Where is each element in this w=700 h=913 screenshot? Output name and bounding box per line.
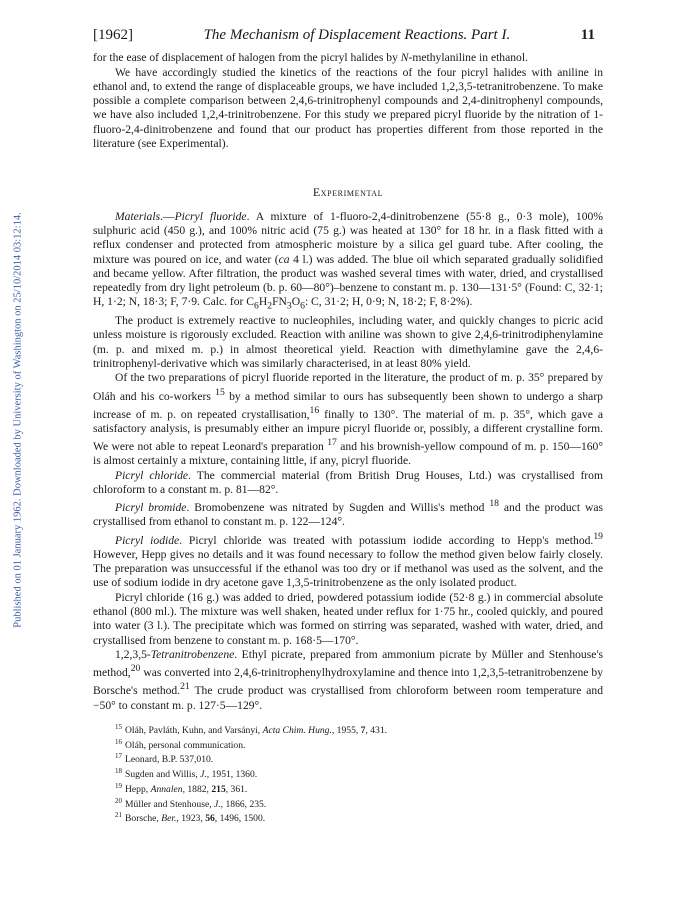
paragraph-iodide-procedure: Picryl chloride (16 g.) was added to dried, powdered potassium iodide (52·8 g.) in commercial absolute ethanol (800 ml.). The mixture was well shaken, heated under reflux for 1·75 hr., cooled quickly, and poured into water (3 l.). The precipitate which was formed on stirring was separated, washed with water, dried, and crystallised from benzene to constant m. p. 168·5—170°. [93,590,603,647]
page-number: 11 [580,27,595,43]
footnote: $^{20}$ Müller and Stenhouse, J., 1866, 235. [115,796,267,810]
paragraph-reactivity: The product is extremely reactive to nucleophiles, including water, and quickly changes to picric acid unless moisture is rigorously excluded. Reaction with aniline was shown to give 2,4,6-trinitrodiphenylamine (m. p. and mixed m. p.) in almost theoretical yield. Reaction with dimethylamine gave the 2,4,6-trinitrophenyl-derivative which was similarly characterised, in at least 80% yield. [93,314,603,370]
footnote: $^{17}$ Leonard, B.P. 537,010. [115,752,214,766]
footnote: $^{18}$ Sugden and Willis, J., 1951, 1360. [115,767,258,781]
paper-page [93,28,603,825]
header-title: The Mechanism of Displacement Reactions. Part I. [203,27,511,43]
running-header [93,28,603,42]
paragraph-picryl-bromide: Picryl bromide. Bromobenzene was nitrated by Sugden and Willis's method $^{18}$ and the product was crystallised from ethanol to constant m. p. 122—124°. [93,498,603,529]
paragraph-continuation: for the ease of displacement of halogen from the picryl halides by N-methylaniline in ethanol. [93,51,528,65]
header-year: [1962] [93,27,133,43]
footnote: $^{15}$ Oláh, Pavláth, Kuhn, and Varsányi, Acta Chim. Hung., 1955, 7, 431. [115,722,388,736]
intro-text [93,51,603,151]
paragraph-tetranitrobenzene: 1,2,3,5-Tetranitrobenzene. Ethyl picrate, prepared from ammonium picrate by Müller and Stenhouse's method,$^{20}$ was converted into 2,4,6-trinitrophenylhydroxylamine and thence into 1,2,3,5-tetranitrobenzene by Borsche's method.$^{21}$ The crude product was crystallised from chloroform between room temperature and −50° to constant m. p. 127·5—129°. [93,647,604,712]
paragraph-previous-preparations: Of the two preparations of picryl fluoride reported in the literature, the product of m. p. 35° prepared by Oláh and his co-workers $^{15}$ by a method similar to ours has subsequently been shown to undergo a sharp increase of m. p. on repeated crystallisation,$^{16}$ finally to 130°. The material of m. p. 35°, which gave a satisfactory analysis, is presumably either an impure picryl fluoride or, possibly, a different crystalline form. We were not able to repeat Leonard's preparation $^{17}$ and his brownish-yellow compound of m. p. 150—160° is almost certainly a mixture, containing little, if any, picryl fluoride. [93,371,603,468]
paragraph-picryl-fluoride: Materials.—Picryl fluoride. A mixture of 1-fluoro-2,4-dinitrobenzene (55·8 g., 0·3 mole), 100% sulphuric acid (450 g.), and 100% nitric acid (75 g.) was heated at 130° for 18 hr. in a flask fitted with a reflux condenser and protected from atmospheric moisture by a silica gel guard tube. After cooling, the mixture was poured on ice, and water (ca 4 l.) was added. The blue oil which separated gradually solidified and became yellow. After filtration, the product was washed several times with water, dried, and crystallised repeatedly from dry light petroleum (b. p. 60—80°)–benzene to constant m. p. 130—131·5° (Found: C, 32·1; H, 1·2; N, 18·3; F, 7·9. Calc. for $C_6H_2FN_3O_6$: C, 31·2; H, 0·9; N, 18·2; F, 8·2%). [93,209,603,312]
paragraph-picryl-iodide: Picryl iodide. Picryl chloride was treated with potassium iodide according to Hepp's method.$^{19}$ However, Hepp gives no details and it was found necessary to follow the method given below fairly closely. The preparation was unsuccessful if the ethanol was too dry or if methanol was used as the solvent, and the use of sodium iodide in dry acetone gave 1,3,5-trinitrobenzene as the only isolated product. [93,530,603,590]
footnotes [93,722,603,825]
footnote: $^{16}$ Oláh, personal communication. [115,737,246,751]
published-note-text: Published on 01 January 1962. Downloaded by University of Washington on 25/10/2014 03:12:14. [12,212,24,628]
paragraph-picryl-chloride: Picryl chloride. The commercial material (from British Drug Houses, Ltd.) was crystallised from chloroform to a constant m. p. 81—82°. [93,468,603,496]
publication-side-note [0,0,36,913]
section-heading: Experimental [312,185,384,200]
footnote: $^{19}$ Hepp, Annalen, 1882, 215, 361. [115,781,248,796]
footnote: $^{21}$ Borsche, Ber., 1923, 56, 1496, 1500. [115,811,266,825]
experimental-text [93,210,603,713]
paragraph-intro: We have accordingly studied the kinetics of the reactions of the four picryl halides with aniline in ethanol and, to extend the range of displaceable groups, we have included 1,2,3,5-tetranitrobenzene. To make possible a complete comparison between 2,4,6-trinitrophenyl compounds and 2,4-dinitrophenyl compounds, we have also included 1,2,4-trinitrobenzene. For this study we prepared picryl fluoride by the nitration of 1-fluoro-2,4-dinitrobenzene and found that our product has properties different from those reported in the literature (see Experimental). [93,65,603,151]
